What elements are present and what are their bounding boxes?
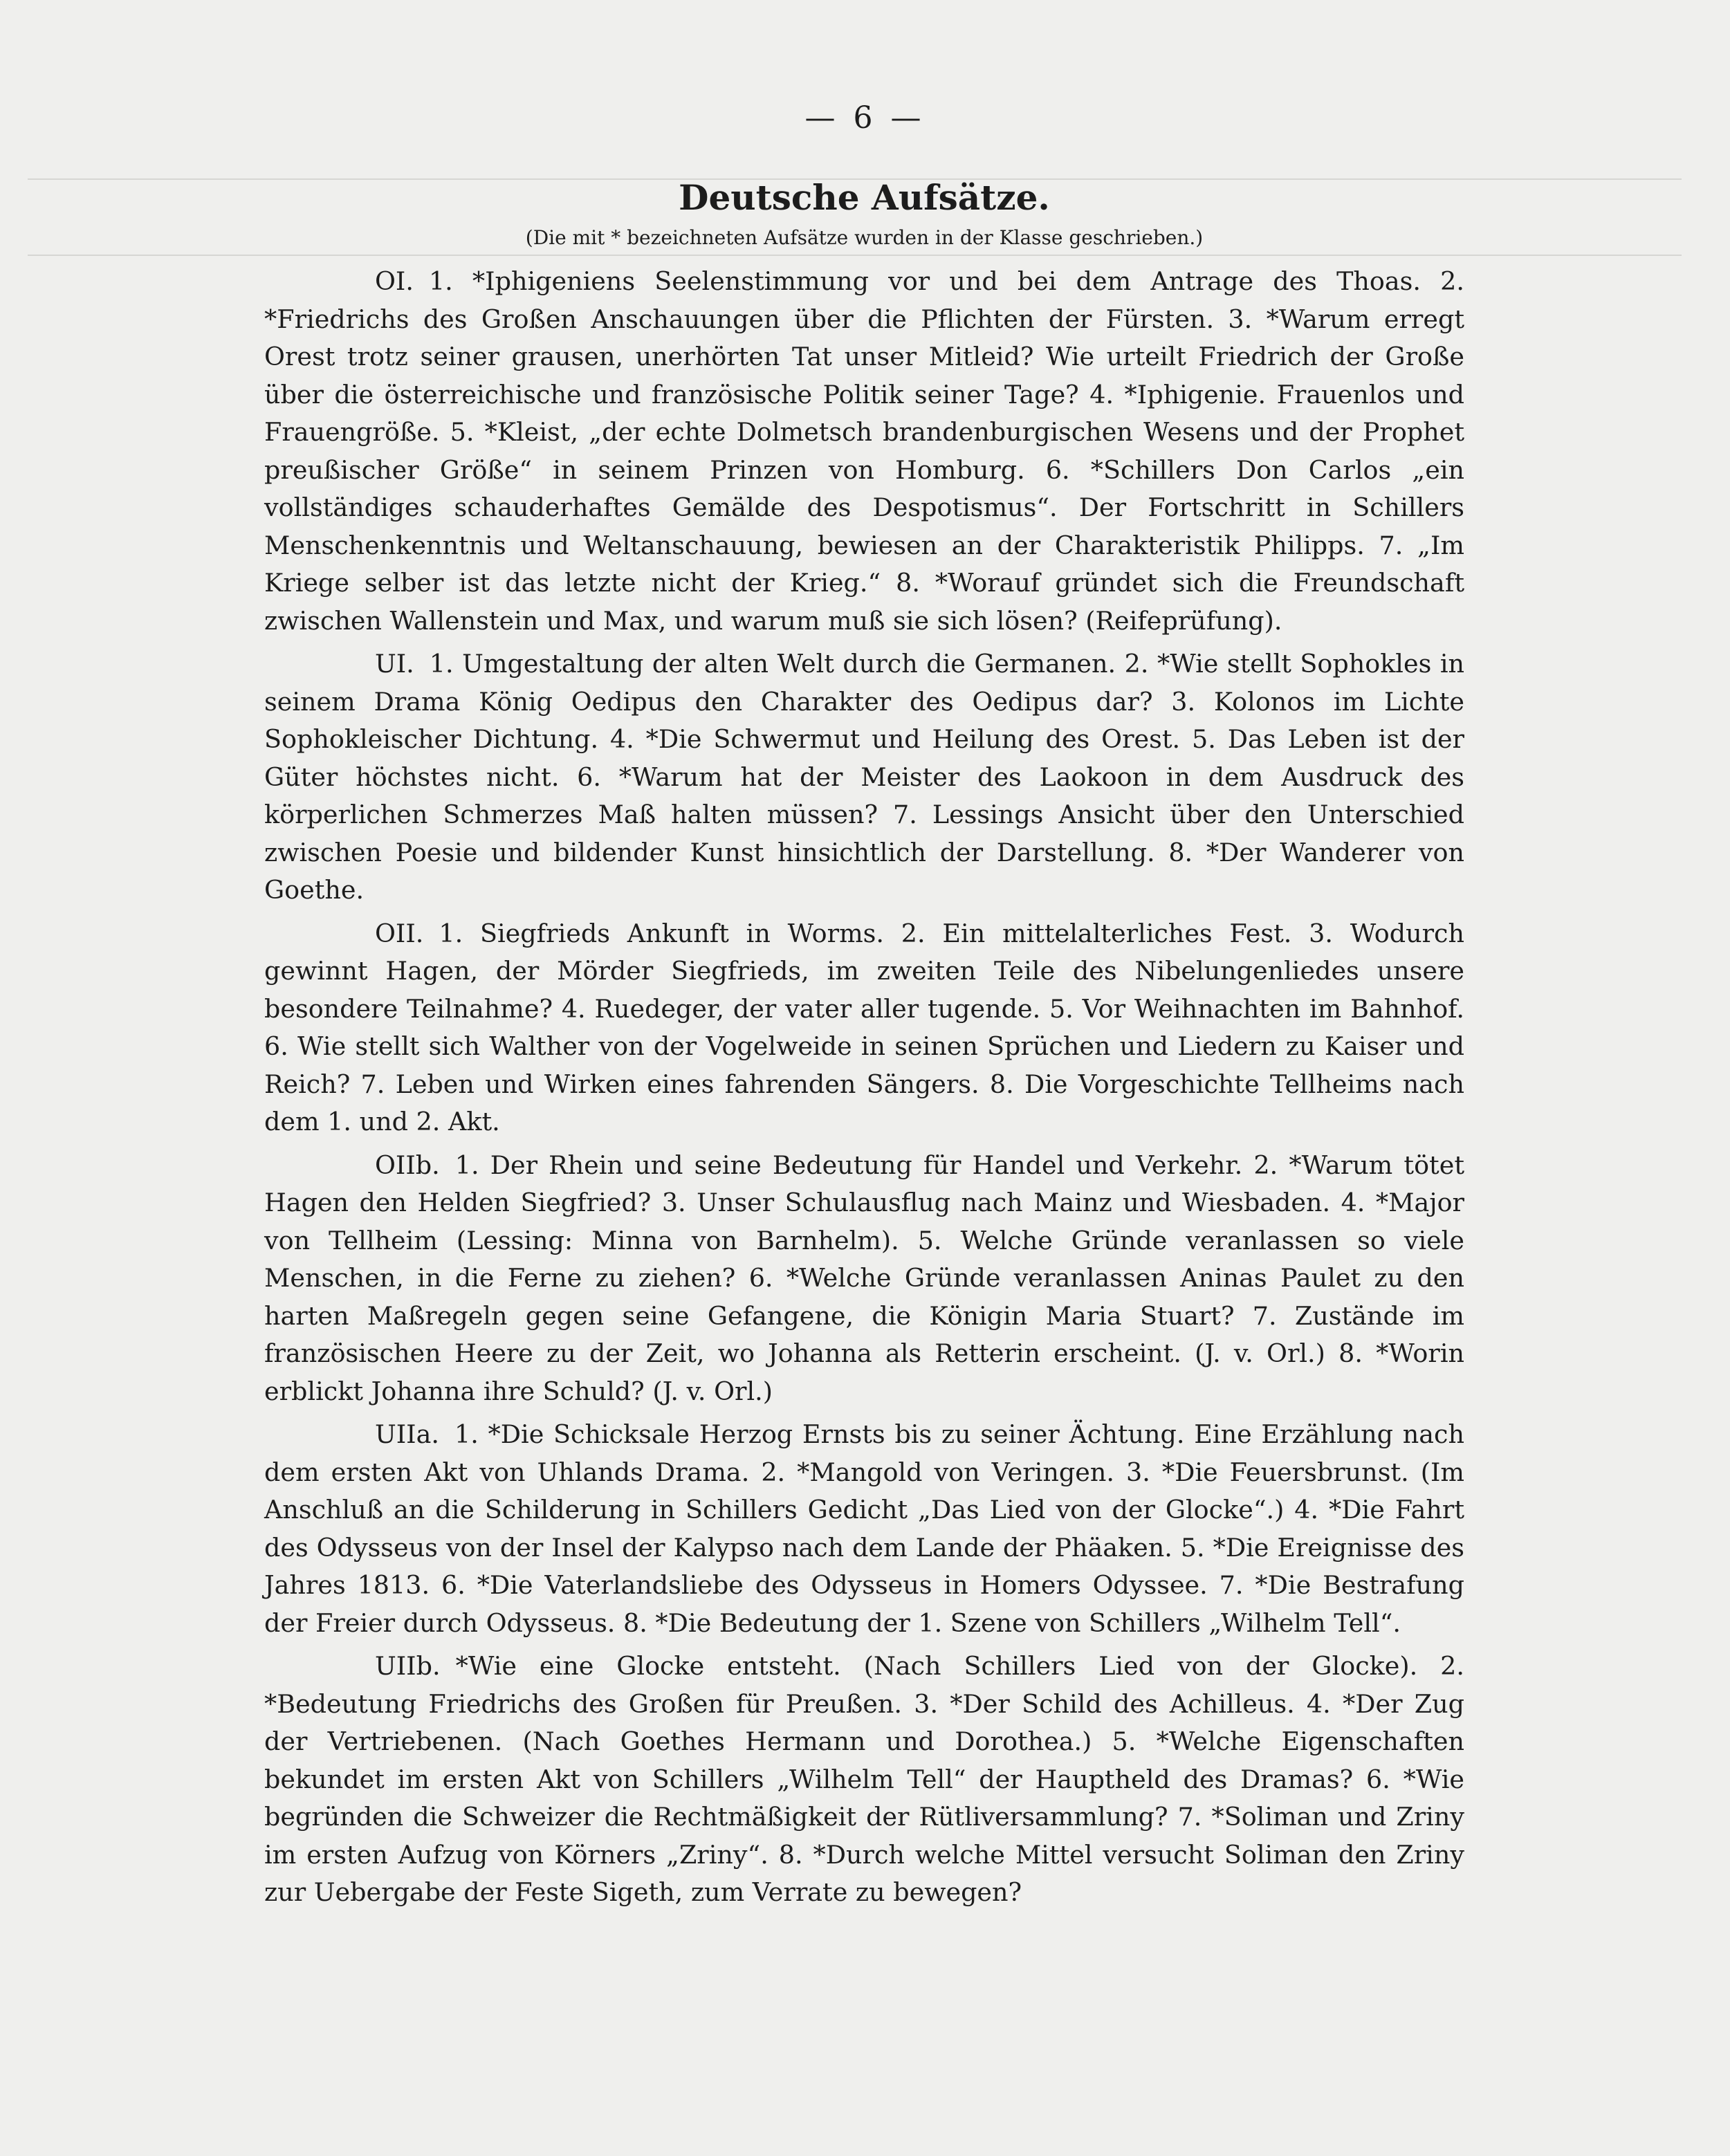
essay-topics: *Wie eine Glocke entsteht. (Nach Schillers Lied von der Glocke). 2. *Bedeutung Friedrichs des Großen für Preußen. 3. *Der Schild des Achilleus. 4. *Der Zug der Vertriebenen. (Nach Goethes Hermann und Dorothea.) 5. *Welche Eigenschaften bekundet im ersten Akt von Schillers „Wilhelm Tell“ der Hauptheld des Dramas? 6. *Wie begründen die Schweizer die Rechtmäßigkeit der Rütliversammlung? 7. *Soliman und Zriny im ersten Aufzug von Körners „Zriny“. 8. *Durch welche Mittel versucht Soliman den Zriny zur Uebergabe der Feste Sigeth, zum Verrate zu bewegen? (264, 1651, 1464, 1907)
class-label: OI. (375, 266, 414, 296)
essay-topics: 1. Der Rhein und seine Bedeutung für Handel und Verkehr. 2. *Warum tötet Hagen den Helden Siegfried? 3. Unser Schulausflug nach Mainz und Wiesbaden. 4. *Major von Tellheim (Lessing: Minna von Barnhelm). 5. Welche Gründe veranlassen so viele Menschen, in die Ferne zu ziehen? 6. *Welche Gründe veranlassen Aninas Paulet zu den harten Maßregeln gegen seine Gefangene, die Königin Maria Stuart? 7. Zustände im französischen Heere zu der Zeit, wo Johanna als Retterin erscheint. (J. v. Orl.) 8. *Worin erblickt Johanna ihre Schuld? (J. v. Orl.) (264, 1150, 1464, 1406)
class-label: UIIa. (375, 1419, 439, 1449)
class-label: OII. (375, 918, 424, 948)
class-label: UI. (375, 649, 414, 679)
class-label: OIIb. (375, 1150, 440, 1180)
essay-topics: 1. Siegfrieds Ankunft in Worms. 2. Ein mittelalterliches Fest. 3. Wodurch gewinnt Hagen, der Mörder Siegfrieds, im zweiten Teile des Nibelungenliedes unsere besondere Teilnahme? 4. Ruedeger, der vater aller tugende. 5. Vor Weihnachten im Bahnhof. 6. Wie stellt sich Walther von der Vogelweide in seinen Sprüchen und Liedern zu Kaiser und Reich? 7. Leben und Wirken eines fahrenden Sängers. 8. Die Vorgeschichte Tellheims nach dem 1. und 2. Akt. (264, 918, 1464, 1136)
section-subtitle: (Die mit * bezeichneten Aufsätze wurden in der Klasse geschrieben.) (525, 226, 1204, 249)
essay-topics: 1. Umgestaltung der alten Welt durch die Germanen. 2. *Wie stellt Sophokles in seinem Drama König Oedipus den Charakter des Oedipus dar? 3. Kolonos im Lichte Sophokleischer Dichtung. 4. *Die Schwermut und Heilung des Orest. 5. Das Leben ist der Güter höchstes nicht. 6. *Warum hat der Meister des Laokoon in dem Ausdruck des körperlichen Schmerzes Maß halten müssen? 7. Lessings Ansicht über den Unterschied zwischen Poesie und bildender Kunst hinsichtlich der Darstellung. 8. *Der Wanderer von Goethe. (264, 649, 1464, 905)
class-paragraph-ui (264, 645, 1464, 910)
class-paragraph-oii (264, 915, 1464, 1141)
page-number: — 6 — (804, 100, 926, 136)
class-paragraph-uiia (264, 1416, 1464, 1642)
class-paragraph-oiib (264, 1147, 1464, 1411)
class-paragraph-uiib (264, 1648, 1464, 1912)
essay-topics: 1. *Die Schicksale Herzog Ernsts bis zu seiner Ächtung. Eine Erzählung nach dem ersten Akt von Uhlands Drama. 2. *Mangold von Veringen. 3. *Die Feuersbrunst. (Im Anschluß an die Schilderung in Schillers Gedicht „Das Lied von der Glocke“.) 4. *Die Fahrt des Odysseus von der Insel der Kalypso nach dem Lande der Phäaken. 5. *Die Ereignisse des Jahres 1813. 6. *Die Vaterlandsliebe des Odysseus in Homers Odyssee. 7. *Die Bestrafung der Freier durch Odysseus. 8. *Die Bedeutung der 1. Szene von Schillers „Wilhelm Tell“. (264, 1419, 1464, 1638)
section-title: Deutsche Aufsätze. (679, 177, 1050, 218)
essay-topics: 1. *Iphigeniens Seelenstimmung vor und bei dem Antrage des Thoas. 2. *Friedrichs des Großen Anschauungen über die Pflichten der Fürsten. 3. *Warum erregt Orest trotz seiner grausen, unerhörten Tat unser Mitleid? Wie urteilt Friedrich der Große über die österreichische und französische Politik seiner Tage? 4. *Iphigenie. Frauenlos und Frauengröße. 5. *Kleist, „der echte Dolmetsch brandenburgischen Wesens und der Prophet preußischer Größe“ in seinem Prinzen von Homburg. 6. *Schillers Don Carlos „ein vollständiges schauderhaftes Gemälde des Despotismus“. Der Fortschritt in Schillers Menschenkenntnis und Weltanschauung, bewiesen an der Charakteristik Philipps. 7. „Im Kriege selber ist das letzte nicht der Krieg.“ 8. *Worauf gründet sich die Freundschaft zwischen Wallenstein und Max, und warum muß sie sich lösen? (Reifeprüfung). (264, 266, 1464, 636)
document-body (264, 173, 1464, 1917)
class-paragraph-oi (264, 263, 1464, 640)
class-label: UIIb. (375, 1651, 441, 1681)
